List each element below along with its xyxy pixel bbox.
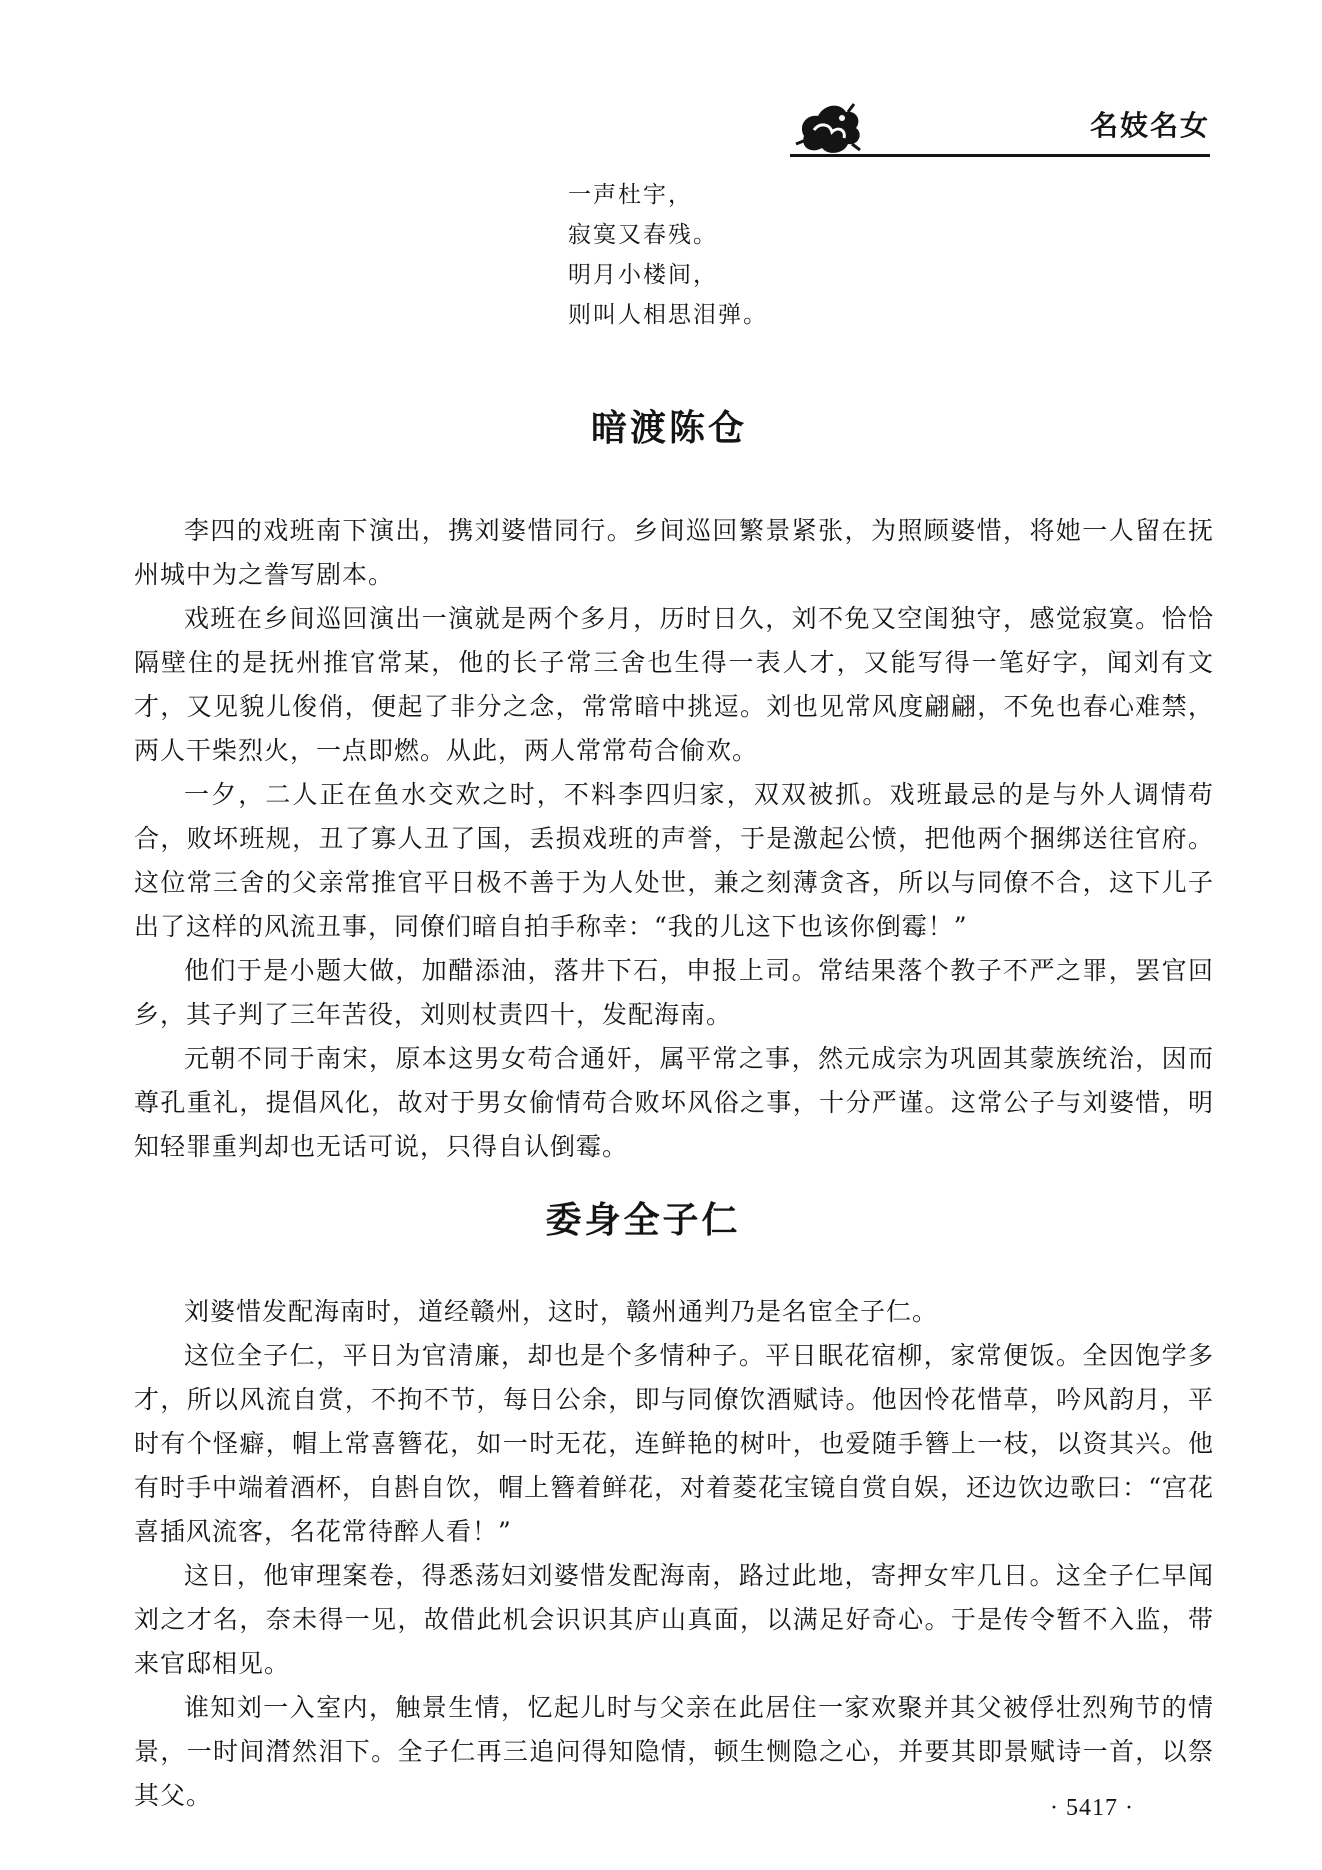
poem-line: 一声杜宇， — [568, 182, 693, 208]
section-title: 委身全子仁 — [545, 1200, 741, 1241]
dragon-icon — [794, 96, 866, 158]
paragraph: 这位全子仁，平日为官清廉，却也是个多情种子。平日眠花宿柳，家常便饭。全因饱学多才，所以风流自赏，不拘不节，每日公余，即与同僚饮酒赋诗。他因怜花惜草，吟风韵月，平时有个怪癖，帽上常喜簪花，如一时无花，连鲜艳的树叶，也爱随手簪上一枝，以资其兴。他有时手中端着酒杯，自斟自饮，帽上簪着鲜花，对着菱花宝镜自赏自娱，还边饮边歌曰：“宫花喜插风流客，名花常待醉人看！” — [134, 1341, 1214, 1546]
running-header — [790, 96, 1210, 160]
poem-line: 则叫人相思泪弹。 — [568, 302, 768, 328]
poem-line: 寂寞又春残。 — [568, 222, 718, 248]
paragraph: 刘婆惜发配海南时，道经赣州，这时，赣州通判乃是名宦全子仁。 — [184, 1297, 939, 1326]
paragraph: 戏班在乡间巡回演出一演就是两个多月，历时日久，刘不免又空闺独守，感觉寂寞。恰恰隔壁住的是抚州推官常某，他的长子常三舍也生得一表人才，又能写得一笔好字，闻刘有文才，又见貌儿俊俏，便起了非分之念，常常暗中挑逗。刘也见常风度翩翩，不免也春心难禁，两人干柴烈火，一点即燃。从此，两人常常苟合偷欢。 — [134, 604, 1214, 765]
header-title: 名妓名女 — [1089, 109, 1210, 142]
paragraph: 他们于是小题大做，加醋添油，落井下石，申报上司。常结果落个教子不严之罪，罢官回乡，其子判了三年苦役，刘则杖责四十，发配海南。 — [134, 956, 1214, 1029]
header-rule — [790, 154, 1210, 157]
paragraph: 一夕，二人正在鱼水交欢之时，不料李四归家，双双被抓。戏班最忌的是与外人调情苟合，败坏班规，丑了寡人丑了国，丢损戏班的声誉，于是激起公愤，把他两个捆绑送往官府。这位常三舍的父亲常推官平日极不善于为人处世，兼之刻薄贪吝，所以与同僚不合，这下儿子出了这样的风流丑事，同僚们暗自拍手称幸：“我的儿这下也该你倒霉！” — [134, 780, 1214, 941]
paragraph: 谁知刘一入室内，触景生情，忆起儿时与父亲在此居住一家欢聚并其父被俘壮烈殉节的情景，一时间潸然泪下。全子仁再三追问得知隐情，顿生恻隐之心，并要其即景赋诗一首，以祭其父。 — [134, 1693, 1214, 1810]
paragraph: 这日，他审理案卷，得悉荡妇刘婆惜发配海南，路过此地，寄押女牢几日。这全子仁早闻刘之才名，奈未得一见，故借此机会识识其庐山真面，以满足好奇心。于是传令暂不入监，带来官邸相见。 — [134, 1561, 1214, 1678]
section-body — [134, 509, 1214, 1169]
poem-line: 明月小楼间， — [568, 262, 718, 288]
paragraph: 元朝不同于南宋，原本这男女苟合通奸，属平常之事，然元成宗为巩固其蒙族统治，因而尊孔重礼，提倡风化，故对于男女偷情苟合败坏风俗之事，十分严谨。这常公子与刘婆惜，明知轻罪重判却也无话可说，只得自认倒霉。 — [134, 1044, 1214, 1161]
section-title: 暗渡陈仓 — [590, 408, 747, 449]
section-body — [134, 1290, 1214, 1818]
paragraph: 李四的戏班南下演出，携刘婆惜同行。乡间巡回繁景紧张，为照顾婆惜，将她一人留在抚州城中为之誊写剧本。 — [134, 516, 1214, 589]
page-number: · 5417 · — [1050, 1795, 1134, 1821]
poem — [568, 175, 768, 335]
